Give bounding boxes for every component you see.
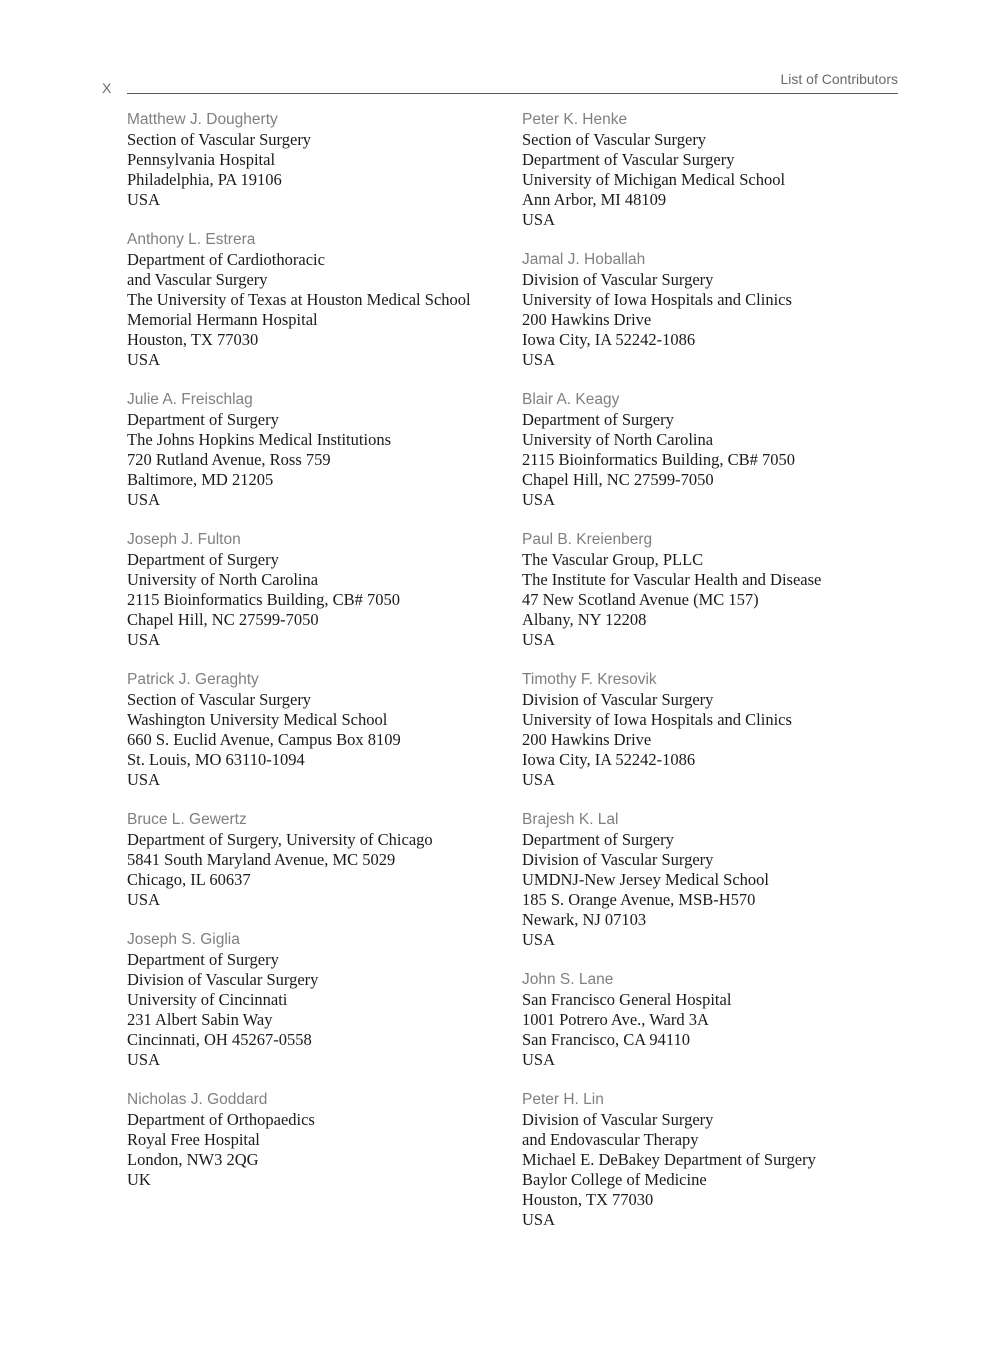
affiliation-line: Baltimore, MD 21205 bbox=[127, 470, 274, 489]
contributor-entry bbox=[127, 810, 512, 910]
contributor-entry bbox=[127, 390, 512, 510]
affiliation-line: San Francisco General Hospital bbox=[522, 990, 732, 1009]
contributor-entry bbox=[127, 230, 512, 370]
affiliation-line: Department of Orthopaedics bbox=[127, 1110, 315, 1129]
affiliation-line: USA bbox=[127, 490, 161, 509]
contributor-name: Joseph J. Fulton bbox=[127, 531, 241, 548]
contributor-name: Blair A. Keagy bbox=[522, 391, 620, 408]
affiliation-line: Chicago, IL 60637 bbox=[127, 870, 251, 889]
affiliation-line: 231 Albert Sabin Way bbox=[127, 1010, 273, 1029]
affiliation-line: and Endovascular Therapy bbox=[522, 1130, 699, 1149]
affiliation-line: USA bbox=[522, 350, 556, 369]
affiliation-line: USA bbox=[522, 1210, 556, 1229]
affiliation-line: Division of Vascular Surgery bbox=[127, 970, 319, 989]
affiliation-line: Iowa City, IA 52242-1086 bbox=[522, 330, 696, 349]
affiliation-line: Division of Vascular Surgery bbox=[522, 1110, 714, 1129]
affiliation-line: USA bbox=[522, 630, 556, 649]
affiliation-line: Department of Surgery bbox=[127, 950, 279, 969]
affiliation-line: St. Louis, MO 63110-1094 bbox=[127, 750, 305, 769]
header-rule bbox=[127, 93, 898, 94]
contributor-entry bbox=[127, 930, 512, 1070]
affiliation-line: Washington University Medical School bbox=[127, 710, 388, 729]
affiliation-line: San Francisco, CA 94110 bbox=[522, 1030, 691, 1049]
affiliation-line: and Vascular Surgery bbox=[127, 270, 268, 289]
affiliation-line: Chapel Hill, NC 27599-7050 bbox=[522, 470, 714, 489]
affiliation-line: 200 Hawkins Drive bbox=[522, 310, 652, 329]
affiliation-line: USA bbox=[522, 210, 556, 229]
affiliation-line: Cincinnati, OH 45267-0558 bbox=[127, 1030, 312, 1049]
affiliation-line: Division of Vascular Surgery bbox=[522, 690, 714, 709]
contributor-name: Peter H. Lin bbox=[522, 1091, 604, 1108]
affiliation-line: Houston, TX 77030 bbox=[127, 330, 259, 349]
contributor-name: Patrick J. Geraghty bbox=[127, 671, 259, 688]
contributor-entry bbox=[522, 810, 902, 950]
affiliation-line: 185 S. Orange Avenue, MSB-H570 bbox=[522, 890, 756, 909]
affiliation-line: 200 Hawkins Drive bbox=[522, 730, 652, 749]
affiliation-line: Albany, NY 12208 bbox=[522, 610, 647, 629]
contributor-entry bbox=[127, 110, 512, 210]
affiliation-line: 660 S. Euclid Avenue, Campus Box 8109 bbox=[127, 730, 401, 749]
affiliation-line: USA bbox=[522, 930, 556, 949]
contributors-left-column bbox=[127, 110, 512, 1210]
affiliation-line: Royal Free Hospital bbox=[127, 1130, 260, 1149]
contributor-entry bbox=[522, 530, 902, 650]
affiliation-line: Iowa City, IA 52242-1086 bbox=[522, 750, 696, 769]
contributor-entry bbox=[522, 390, 902, 510]
affiliation-line: 1001 Potrero Ave., Ward 3A bbox=[522, 1010, 709, 1029]
contributor-entry bbox=[522, 970, 902, 1070]
affiliation-line: University of North Carolina bbox=[127, 570, 319, 589]
contributor-name: Joseph S. Giglia bbox=[127, 931, 240, 948]
running-head: List of Contributors bbox=[780, 71, 898, 87]
affiliation-line: University of Iowa Hospitals and Clinics bbox=[522, 710, 792, 729]
affiliation-line: Newark, NJ 07103 bbox=[522, 910, 647, 929]
contributor-entry bbox=[522, 670, 902, 790]
affiliation-line: Division of Vascular Surgery bbox=[522, 270, 714, 289]
affiliation-line: Department of Cardiothoracic bbox=[127, 250, 325, 269]
affiliation-line: The Johns Hopkins Medical Institutions bbox=[127, 430, 391, 449]
contributor-name: John S. Lane bbox=[522, 971, 614, 988]
affiliation-line: University of Iowa Hospitals and Clinics bbox=[522, 290, 792, 309]
contributor-name: Matthew J. Dougherty bbox=[127, 111, 278, 128]
contributor-name: Julie A. Freischlag bbox=[127, 391, 253, 408]
affiliation-line: Department of Vascular Surgery bbox=[522, 150, 735, 169]
contributor-entry bbox=[522, 250, 902, 370]
affiliation-line: Memorial Hermann Hospital bbox=[127, 310, 318, 329]
contributor-entry bbox=[127, 530, 512, 650]
contributor-entry bbox=[522, 1090, 902, 1230]
affiliation-line: University of North Carolina bbox=[522, 430, 714, 449]
affiliation-line: Section of Vascular Surgery bbox=[127, 130, 312, 149]
affiliation-line: Department of Surgery bbox=[127, 410, 279, 429]
affiliation-line: Philadelphia, PA 19106 bbox=[127, 170, 282, 189]
affiliation-line: The Vascular Group, PLLC bbox=[522, 550, 704, 569]
affiliation-line: Houston, TX 77030 bbox=[522, 1190, 654, 1209]
affiliation-line: The Institute for Vascular Health and Disease bbox=[522, 570, 822, 589]
affiliation-line: 5841 South Maryland Avenue, MC 5029 bbox=[127, 850, 396, 869]
affiliation-line: USA bbox=[522, 1050, 556, 1069]
contributor-name: Timothy F. Kresovik bbox=[522, 671, 657, 688]
affiliation-line: Chapel Hill, NC 27599-7050 bbox=[127, 610, 319, 629]
affiliation-line: USA bbox=[127, 190, 161, 209]
affiliation-line: Baylor College of Medicine bbox=[522, 1170, 707, 1189]
affiliation-line: Section of Vascular Surgery bbox=[127, 690, 312, 709]
affiliation-line: USA bbox=[127, 350, 161, 369]
affiliation-line: London, NW3 2QG bbox=[127, 1150, 259, 1169]
affiliation-line: Department of Surgery, University of Chicago bbox=[127, 830, 433, 849]
affiliation-line: 2115 Bioinformatics Building, CB# 7050 bbox=[127, 590, 401, 609]
contributor-name: Brajesh K. Lal bbox=[522, 811, 619, 828]
affiliation-line: Department of Surgery bbox=[127, 550, 279, 569]
affiliation-line: Department of Surgery bbox=[522, 410, 674, 429]
affiliation-line: USA bbox=[127, 1050, 161, 1069]
affiliation-line: University of Cincinnati bbox=[127, 990, 288, 1009]
contributors-right-column bbox=[522, 110, 902, 1250]
affiliation-line: Pennsylvania Hospital bbox=[127, 150, 276, 169]
contributor-name: Nicholas J. Goddard bbox=[127, 1091, 268, 1108]
affiliation-line: Department of Surgery bbox=[522, 830, 674, 849]
affiliation-line: USA bbox=[127, 630, 161, 649]
affiliation-line: Section of Vascular Surgery bbox=[522, 130, 707, 149]
contributor-name: Anthony L. Estrera bbox=[127, 231, 256, 248]
affiliation-line: The University of Texas at Houston Medical School bbox=[127, 290, 471, 309]
affiliation-line: USA bbox=[522, 490, 556, 509]
contributor-entry bbox=[127, 670, 512, 790]
affiliation-line: 2115 Bioinformatics Building, CB# 7050 bbox=[522, 450, 796, 469]
affiliation-line: 720 Rutland Avenue, Ross 759 bbox=[127, 450, 331, 469]
affiliation-line: Michael E. DeBakey Department of Surgery bbox=[522, 1150, 816, 1169]
affiliation-line: USA bbox=[127, 770, 161, 789]
contributor-name: Jamal J. Hoballah bbox=[522, 251, 646, 268]
affiliation-line: UK bbox=[127, 1170, 151, 1189]
affiliation-line: USA bbox=[127, 890, 161, 909]
contributor-entry bbox=[522, 110, 902, 230]
affiliation-line: 47 New Scotland Avenue (MC 157) bbox=[522, 590, 759, 609]
affiliation-line: Ann Arbor, MI 48109 bbox=[522, 190, 667, 209]
contributor-name: Peter K. Henke bbox=[522, 111, 628, 128]
contributor-name: Paul B. Kreienberg bbox=[522, 531, 653, 548]
affiliation-line: University of Michigan Medical School bbox=[522, 170, 786, 189]
page-number: X bbox=[102, 80, 112, 96]
affiliation-line: Division of Vascular Surgery bbox=[522, 850, 714, 869]
contributor-entry bbox=[127, 1090, 512, 1190]
affiliation-line: UMDNJ-New Jersey Medical School bbox=[522, 870, 769, 889]
contributor-name: Bruce L. Gewertz bbox=[127, 811, 247, 828]
affiliation-line: USA bbox=[522, 770, 556, 789]
